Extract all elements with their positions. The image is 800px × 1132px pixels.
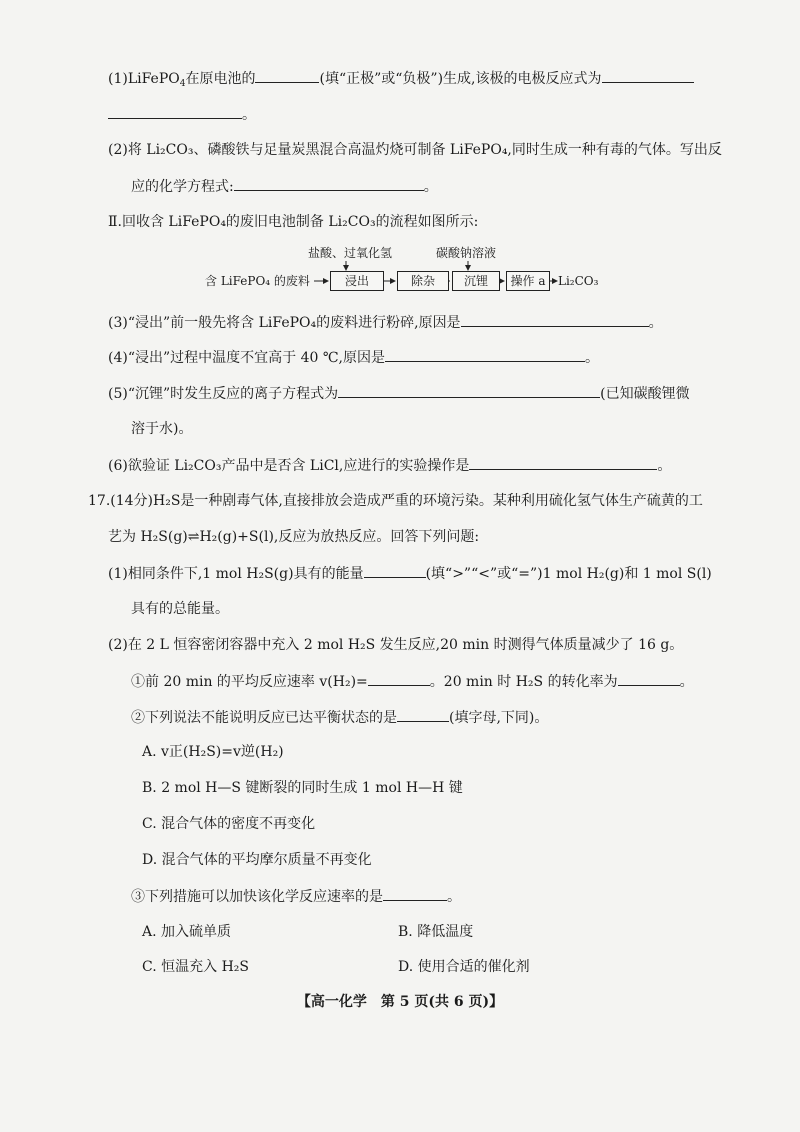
q17-2-sub3-text: ③下列措施可以加快该化学反应速率的是: [131, 889, 383, 905]
flow-reagent-1: 盐酸、过氧化氢: [308, 246, 393, 260]
q17-2-sub3: [131, 886, 461, 907]
q17-1-line1: [108, 563, 712, 584]
q16-5-text: (5)“沉锂”时发生反应的离子方程式为: [108, 386, 339, 402]
flow-output-label: Li₂CO₃: [558, 274, 599, 288]
q17-2-sub1-text-a: ①前 20 min 的平均反应速率 v(H₂)=: [131, 674, 368, 690]
q17-option-d: D. 混合气体的平均摩尔质量不再变化: [142, 852, 372, 868]
q17-2-sub1-end: 。: [679, 674, 694, 690]
answer-blank[interactable]: [397, 707, 449, 722]
part2-heading: Ⅱ.回收含 LiFePO₄的废旧电池制备 Li₂CO₃的流程如图所示:: [108, 214, 479, 230]
q16-1-text-c: (填“正极”或“负极”)生成,该极的电极反应式为: [319, 71, 602, 87]
q17-1-text-a: (1)相同条件下,1 mol H₂S(g)具有的能量: [108, 566, 364, 582]
q16-2-line1: (2)将 Li₂CO₃、磷酸铁与足量炭黑混合高温灼烧可制备 LiFePO₄,同时生成一种有毒的气体。写出反: [108, 142, 722, 158]
answer-blank[interactable]: [461, 312, 649, 327]
q16-1-text-a: (1)LiFePO: [108, 71, 180, 87]
flow-input-label: 含 LiFePO₄ 的废料: [205, 274, 310, 288]
q16-1-end: 。: [242, 107, 256, 123]
q16-6-line: [108, 455, 671, 476]
q17-2-sub1-text-b: 。20 min 时 H₂S 的转化率为: [429, 674, 618, 690]
flow-step-lithium-precipitation: 沉锂: [452, 271, 500, 291]
q17-2-sub2-text-b: (填字母,下同)。: [449, 710, 549, 726]
q17-stem-line2: 艺为 H₂S(g)⇌H₂(g)+S(l),反应为放热反应。回答下列问题:: [108, 529, 480, 545]
q17-1-line2: 具有的总能量。: [131, 601, 229, 617]
q16-2-text: 应的化学方程式:: [131, 179, 234, 195]
flow-step-operation-a: 操作 a: [506, 271, 550, 291]
q16-6-end: 。: [657, 458, 672, 474]
q17-option-b: B. 2 mol H—S 键断裂的同时生成 1 mol H—H 键: [142, 780, 463, 796]
flow-step-impurity-removal: 除杂: [397, 271, 449, 291]
q16-3-line: [108, 312, 663, 333]
q17-2-sub2: [131, 707, 548, 728]
q17-option-a: A. v正(H₂S)=v逆(H₂): [142, 744, 284, 760]
q17-2-sub3-end: 。: [447, 889, 461, 905]
q17-2-sub1: [131, 671, 694, 692]
answer-blank[interactable]: [618, 671, 680, 686]
q16-4-end: 。: [584, 350, 599, 366]
answer-blank[interactable]: [338, 383, 600, 398]
answer-blank[interactable]: [469, 455, 657, 470]
q17-stem-line1: 17.(14分)H₂S是一种剧毒气体,直接排放会造成严重的环境污染。某种利用硫化氢气体生产硫黄的工: [88, 493, 703, 509]
q16-4-text: (4)“浸出”过程中温度不宜高于 40 ℃,原因是: [108, 350, 385, 366]
answer-blank[interactable]: [383, 886, 447, 901]
q16-1-sub: 4: [179, 79, 186, 89]
flow-reagent-2: 碳酸钠溶液: [436, 246, 497, 260]
q16-5-note: (已知碳酸锂微: [600, 386, 690, 402]
q16-5-line1: [108, 383, 690, 404]
q17-choice-a: A. 加入硫单质: [142, 924, 232, 940]
q16-5-line2: 溶于水)。: [131, 421, 193, 437]
q17-choice-b: B. 降低温度: [398, 924, 474, 940]
q16-1-text-b: 在原电池的: [185, 71, 256, 87]
q17-2-line: (2)在 2 L 恒容密闭容器中充入 2 mol H₂S 发生反应,20 min 时测得气体质量减少了 16 g。: [108, 637, 684, 653]
q16-3-text: (3)“浸出”前一般先将含 LiFePO₄的废料进行粉碎,原因是: [108, 315, 461, 331]
flow-step-leaching: 浸出: [330, 271, 384, 291]
q17-option-c: C. 混合气体的密度不再变化: [142, 816, 316, 832]
q17-choice-d: D. 使用合适的催化剂: [398, 959, 530, 975]
q16-6-text: (6)欲验证 Li₂CO₃产品中是否含 LiCl,应进行的实验操作是: [108, 458, 470, 474]
answer-blank[interactable]: [385, 347, 585, 362]
q17-2-sub2-text-a: ②下列说法不能说明反应已达平衡状态的是: [131, 710, 397, 726]
q16-3-end: 。: [648, 315, 663, 331]
page-footer: 【高一化学 第 5 页(共 6 页)】: [296, 994, 504, 1010]
answer-blank[interactable]: [368, 671, 430, 686]
q17-choice-c: C. 恒温充入 H₂S: [142, 959, 249, 975]
q16-4-line: [108, 347, 599, 368]
q16-2-end: 。: [423, 179, 438, 195]
answer-blank[interactable]: [364, 563, 426, 578]
q17-1-text-b: (填“>”“<”或“=”)1 mol H₂(g)和 1 mol S(l): [425, 566, 712, 582]
flow-arrows: [0, 0, 800, 320]
